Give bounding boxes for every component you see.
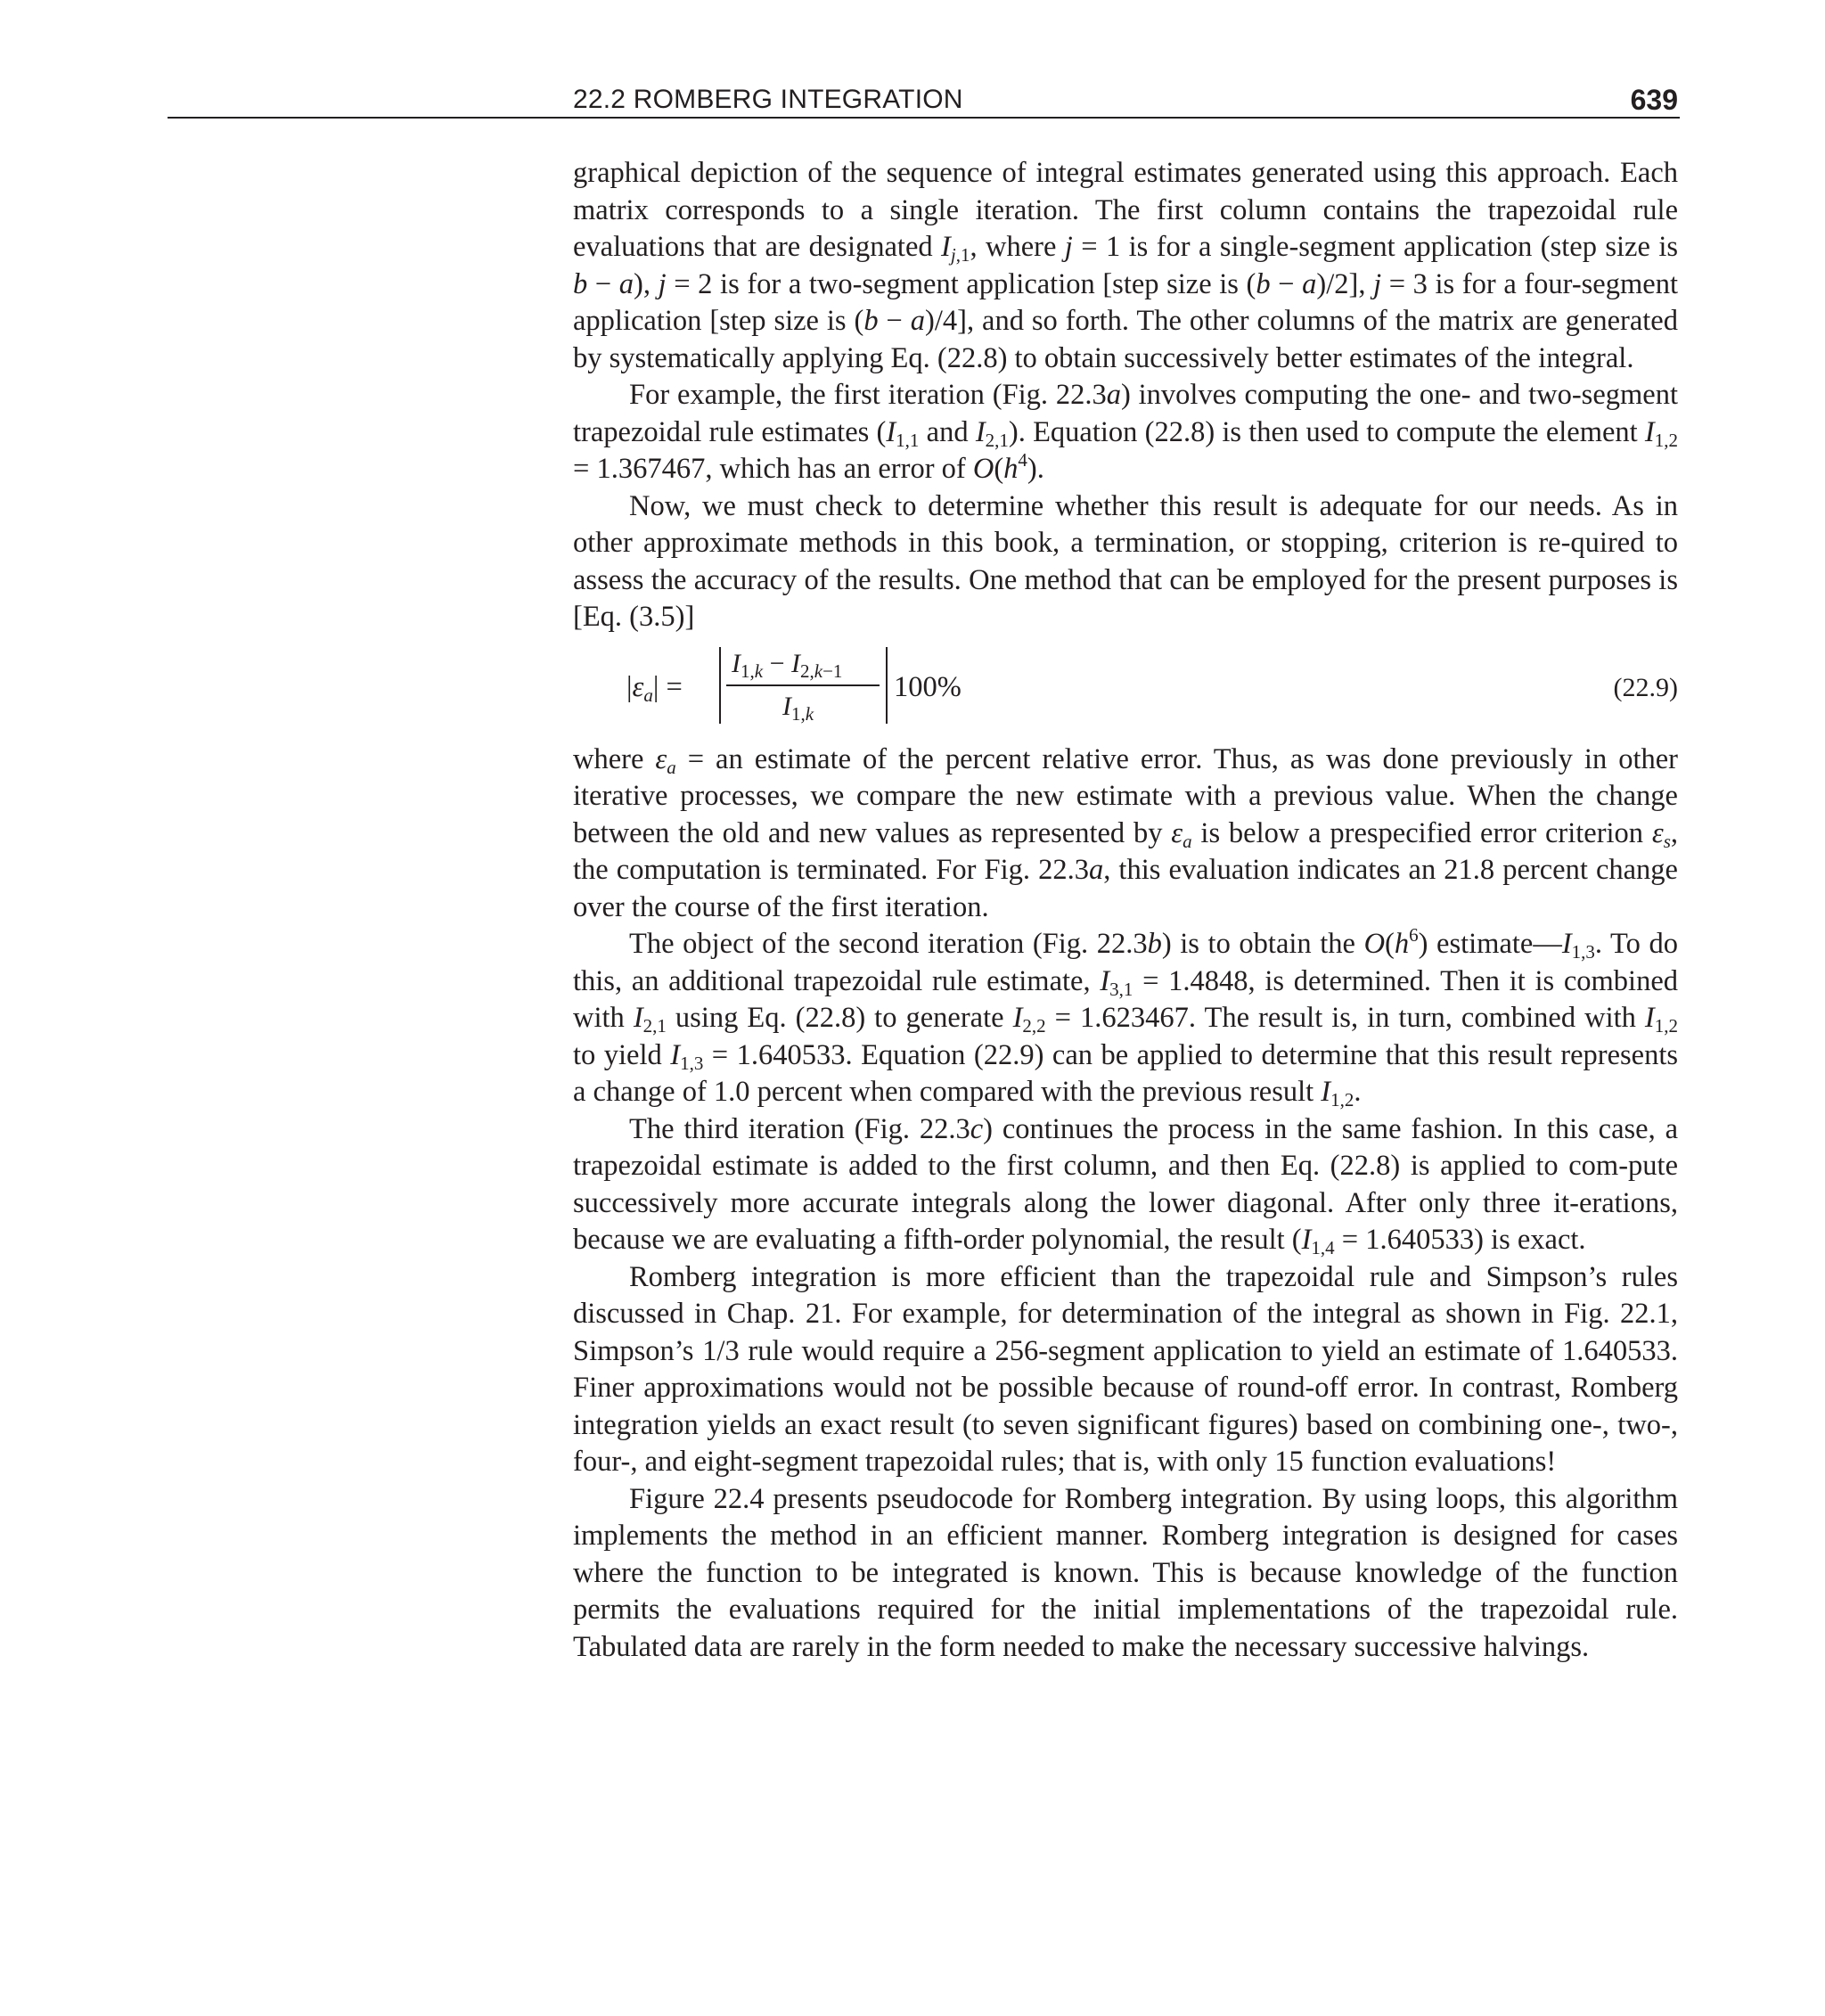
page-number: 639 <box>1630 84 1678 116</box>
body-text <box>573 155 1678 1666</box>
equation-percent: 100% <box>894 670 962 703</box>
paragraph: The object of the second iteration (Fig. 22.3b) is to obtain the $O(h^6)$ $estimate—I_{1,3}$. To do this, an additional trapezoidal rule estimate, $I_{3,1} = 1.4848$, is determined. Then it is combined with $I_{2,1}$ using Eq. (22.8) to generate $I_{2,2} = 1.623467$. The result is, in turn, combined with $I_{1,2}$ to yield $I_{1,3} = 1.640533$. Equation (22.9) can be applied to determine that this result represents a change of 1.0 percent when compared with the previous result $I_{1,2}$. <box>573 924 1679 1110</box>
paragraph: Figure 22.4 presents pseudocode for Romberg integration. By using loops, this algorithm implements the method in an efficient manner. Romberg integration is designed for cases where the function to be integrated is known. This is because knowledge of the function permits the evaluations required for the initial implementations of the trapezoidal rule. Tabulated data are rarely in the form needed to make the necessary successive halvings. <box>573 1482 1678 1663</box>
paragraph: Now, we must check to determine whether this result is adequate for our needs. As in other approximate methods in this book, a termination, or stopping, criterion is re-quired to assess the accuracy of the results. One method that can be employed for the present purposes is [Eq. (3.5)] <box>573 489 1678 633</box>
equation-lhs: $|\varepsilon_a|$ = <box>626 670 683 706</box>
equation-number: (22.9) <box>1613 672 1678 702</box>
equation-denominator: $I_{1,k}$ <box>782 691 814 725</box>
fraction-bar <box>726 684 880 686</box>
abs-bar-left <box>719 647 721 724</box>
paragraph: For example, the first iteration (Fig. 22.3a) involves computing the one- and two-segment trapezoidal rule estimates ($I_{1,1}$ and $I_{2,1}$). Equation (22.8) is then used to compute the element $I_{1,2} = 1.367467$, which has an error of $O(h^4)$. <box>573 379 1678 485</box>
running-head <box>573 82 1678 118</box>
paragraph: Romberg integration is more efficient than the trapezoidal rule and Simpson’s rules discussed in Chap. 21. For example, for determination of the integral as shown in Fig. 22.1, Simpson’s 1/3 rule would require a 256-segment application to yield an estimate of 1.640533. Finer approximations would not be possible because of round-off error. In contrast, Romberg integration yields an exact result (to seven significant figures) based on combining one-, two-, four-, and eight-segment trapezoidal rules; that is, with only 15 function evaluations! <box>573 1260 1678 1478</box>
paragraph: graphical depiction of the sequence of integral estimates generated using this approach. Each matrix corresponds to a single iteration. The first column contains the trapezoidal rule evaluations that are designated $I_{j,1}$, where j = 1 is for a single-segment application (step size is b − a), j = 2 is for a two-segment application [step size is (b − a)/2], j = 3 is for a four-segment application [step size is (b − a)/4], and so forth. The other columns of the matrix are generated by systematically applying Eq. (22.8) to obtain successively better estimates of the integral. <box>573 157 1678 374</box>
abs-bar-right <box>886 647 888 724</box>
equation-numerator: $I_{1,k} - I_{2,k-1}$ <box>732 648 843 682</box>
paragraph: where $\varepsilon_a$ = an estimate of the percent relative error. Thus, as was done previously in other iterative processes, we compare the new estimate with a previous value. When the change between the old and new values as represented by $\varepsilon_a$ is below a prespecified error criterion $\varepsilon_s$, the computation is terminated. For Fig. 22.3a, this evaluation indicates an 21.8 percent change over the course of the first iteration. <box>573 742 1678 923</box>
section-title: 22.2 ROMBERG INTEGRATION <box>573 85 963 114</box>
equation-22-9 <box>573 636 1678 742</box>
header-rule <box>168 117 1680 119</box>
paragraph: The third iteration (Fig. 22.3c) continues the process in the same fashion. In this case, a trapezoidal estimate is added to the first column, and then Eq. (22.8) is applied to com-pute successively more accurate integrals along the lower diagonal. After only three it-erations, because we are evaluating a fifth-order polynomial, the result $(I_{1,4} = 1.640533)$ is exact. <box>573 1112 1678 1258</box>
